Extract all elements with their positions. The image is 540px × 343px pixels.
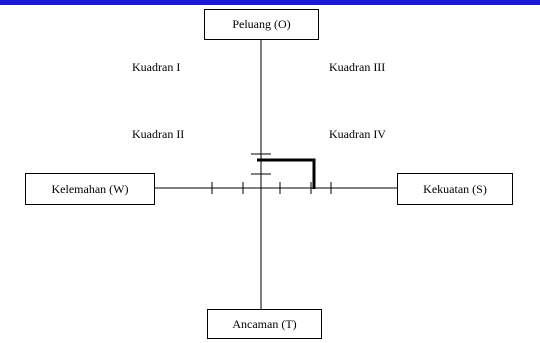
quadrant-4-label: Kuadran IV (329, 127, 386, 141)
quadrant-2-label: Kuadran II (132, 127, 185, 141)
threat-box: Ancaman (T) (207, 309, 322, 339)
quadrant-1-label: Kuadran I (132, 60, 181, 74)
weakness-box: Kelemahan (W) (25, 173, 155, 205)
opportunity-box: Peluang (O) (204, 9, 319, 40)
strength-box: Kekuatan (S) (397, 173, 513, 205)
quadrant-3-label: Kuadran III (329, 60, 386, 74)
